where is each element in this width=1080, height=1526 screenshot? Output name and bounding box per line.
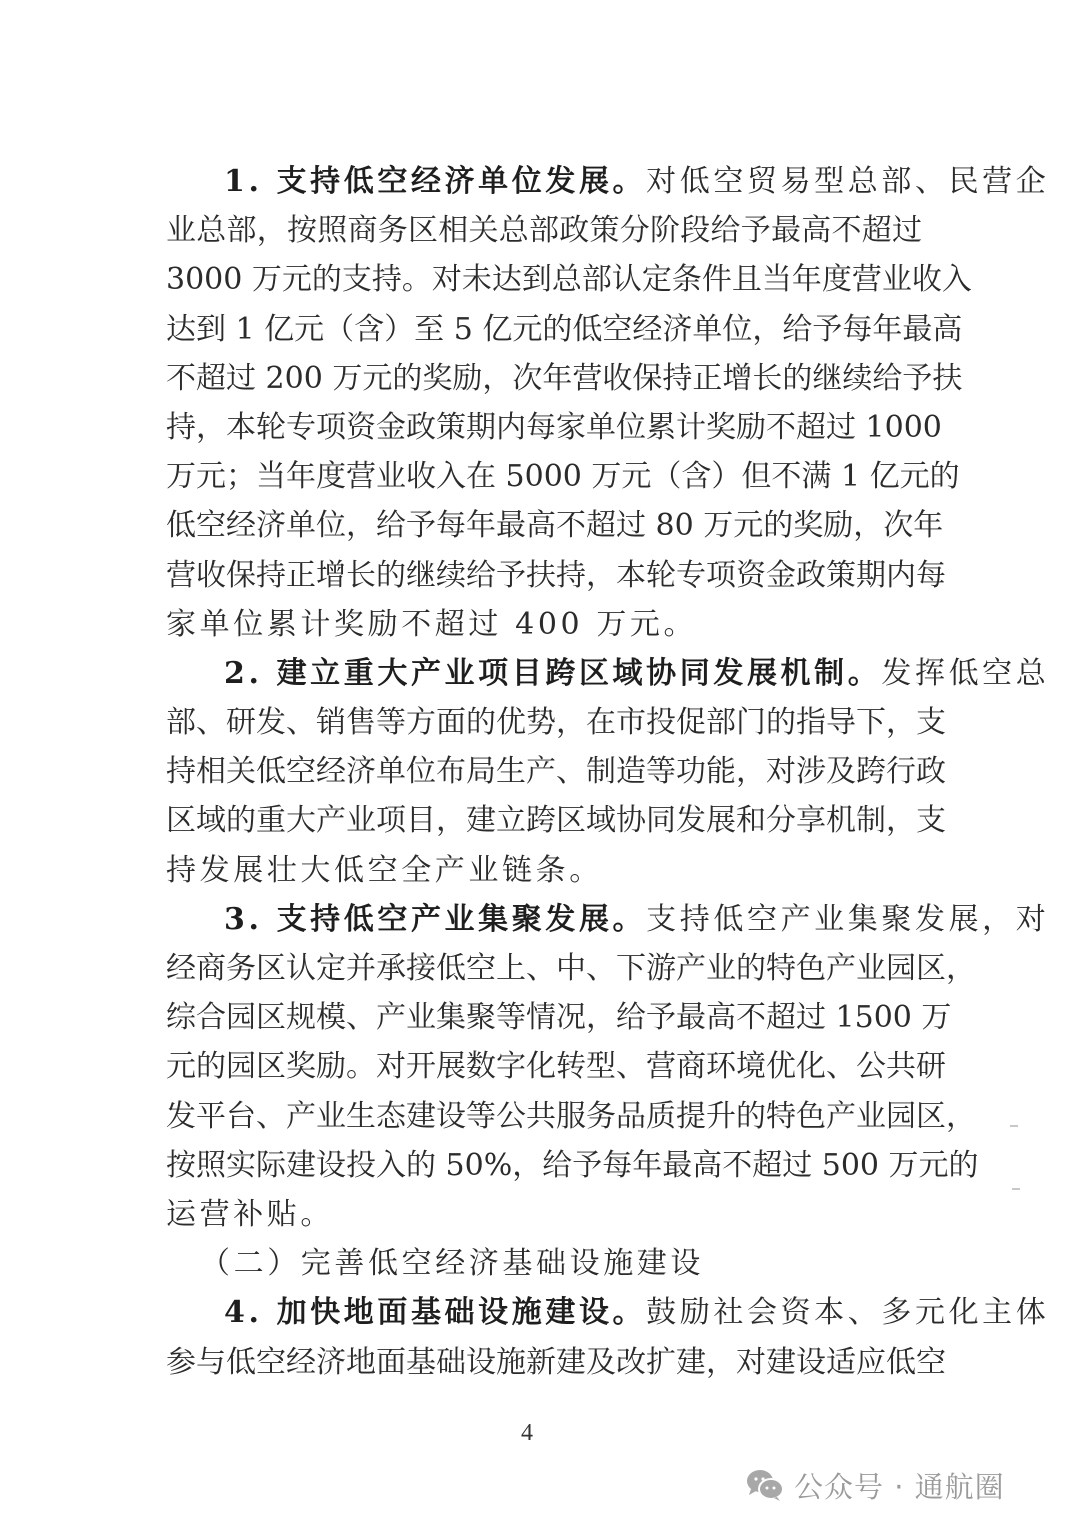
watermark-label: 公众号 · 通航圈 — [794, 1469, 1005, 1504]
paragraph-line: 业总部，按照商务区相关总部政策分阶段给予最高不超过 — [166, 213, 922, 249]
paragraph-line: 持相关低空经济单位布局生产、制造等功能，对涉及跨行政 — [166, 754, 946, 790]
item-heading: 2. 建立重大产业项目跨区域协同发展机制。 — [224, 655, 882, 691]
paragraph-line: 2. 建立重大产业项目跨区域协同发展机制。发挥低空总 — [224, 655, 1050, 691]
paragraph-line: 发平台、产业生态建设等公共服务品质提升的特色产业园区， — [166, 1098, 976, 1134]
paragraph-line: 达到 1 亿元（含）至 5 亿元的低空经济单位，给予每年最高 — [166, 311, 963, 347]
document-body — [166, 157, 1050, 1387]
paragraph-line: 低空经济单位，给予每年最高不超过 80 万元的奖励，次年 — [166, 508, 944, 544]
paragraph-line: 3. 支持低空产业集聚发展。支持低空产业集聚发展，对 — [224, 901, 1050, 937]
paragraph-line: 营收保持正增长的继续给予扶持，本轮专项资金政策期内每 — [166, 557, 946, 593]
paragraph-line: 3000 万元的支持。对未达到总部认定条件且当年度营业收入 — [166, 262, 972, 298]
paragraph-line: 运营补贴。 — [166, 1196, 334, 1232]
paragraph-line: 1. 支持低空经济单位发展。对低空贸易型总部、民营企 — [224, 164, 1050, 199]
paragraph-line: 不超过 200 万元的奖励，次年营收保持正增长的继续给予扶 — [166, 360, 963, 396]
paragraph-line: 家单位累计奖励不超过 400 万元。 — [166, 606, 698, 642]
scan-artifact — [1010, 1125, 1018, 1127]
item-heading: 3. 支持低空产业集聚发展。 — [224, 901, 647, 937]
paragraph-line: 综合园区规模、产业集聚等情况，给予最高不超过 1500 万 — [166, 1000, 952, 1036]
paragraph-line: 按照实际建设投入的 50%，给予每年最高不超过 500 万元的 — [166, 1147, 979, 1183]
page-number: 4 — [521, 1420, 533, 1446]
paragraph-line: 经商务区认定并承接低空上、中、下游产业的特色产业园区， — [166, 951, 976, 986]
paragraph-line: 元的园区奖励。对开展数字化转型、营商环境优化、公共研 — [166, 1049, 946, 1085]
paragraph-line: 持，本轮专项资金政策期内每家单位累计奖励不超过 1000 — [166, 409, 942, 445]
paragraph-line: 参与低空经济地面基础设施新建及改扩建，对建设适应低空 — [166, 1344, 946, 1380]
scan-artifact — [1012, 1188, 1020, 1190]
paragraph-line: 万元；当年度营业收入在 5000 万元（含）但不满 1 亿元的 — [166, 459, 960, 495]
paragraph-line: 部、研发、销售等方面的优势，在市投促部门的指导下，支 — [166, 705, 946, 741]
item-heading: 4. 加快地面基础设施建设。 — [224, 1295, 647, 1331]
section-heading: （二）完善低空经济基础设施建设 — [200, 1246, 704, 1282]
paragraph-line: 持发展壮大低空全产业链条。 — [166, 852, 603, 888]
wechat-icon — [746, 1468, 784, 1502]
paragraph-line: 区域的重大产业项目，建立跨区域协同发展和分享机制，支 — [166, 803, 946, 839]
paragraph-line: 4. 加快地面基础设施建设。鼓励社会资本、多元化主体 — [224, 1295, 1050, 1331]
watermark — [746, 1460, 1005, 1510]
item-heading: 1. 支持低空经济单位发展。 — [224, 164, 647, 199]
